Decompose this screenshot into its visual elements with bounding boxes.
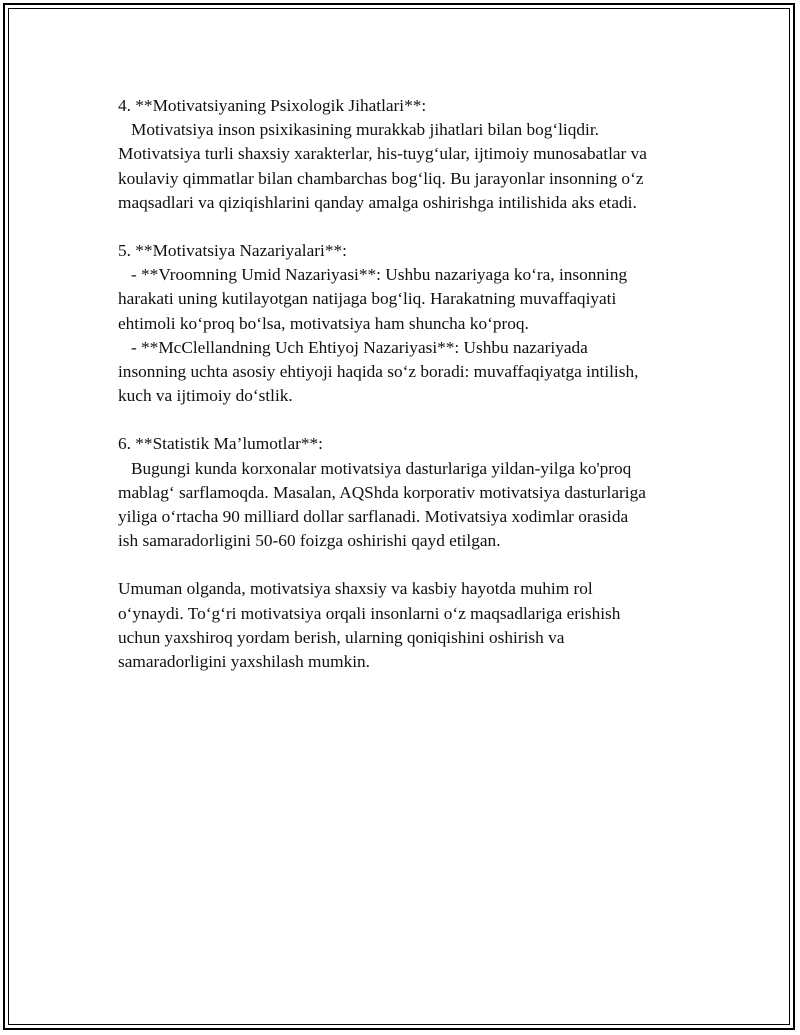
paragraph-line: Umuman olganda, motivatsiya shaxsiy va kasbiy hayotda muhim rol — [118, 579, 593, 599]
section-heading: 5. **Motivatsiya Nazariyalari**: — [118, 241, 347, 261]
paragraph-line: koulaviy qimmatlar bilan chambarchas bog‘liq. Bu jarayonlar insonning o‘z — [118, 168, 644, 188]
paragraph-line: insonning uchta asosiy ehtiyoji haqida so‘z boradi: muvaffaqiyatga intilish, — [118, 362, 639, 382]
paragraph-line: Motivatsiya turli shaxsiy xarakterlar, his-tuyg‘ular, ijtimoiy munosabatlar va — [118, 144, 647, 164]
paragraph-line: Motivatsiya inson psixikasining murakkab jihatlari bilan bog‘liqdir. — [118, 120, 599, 140]
section-heading: 6. **Statistik Ma’lumotlar**: — [118, 434, 323, 454]
section-statistics — [118, 432, 698, 553]
section-heading: 4. **Motivatsiyaning Psixologik Jihatlari**: — [118, 96, 427, 115]
paragraph-line: kuch va ijtimoiy do‘stlik. — [118, 386, 293, 406]
paragraph-line: Bugungi kunda korxonalar motivatsiya dasturlariga yildan-yilga ko'proq — [118, 458, 632, 478]
paragraph-line: maqsadlari va qiziqishlarini qanday amalga oshirishga intilishida aks etadi. — [118, 192, 637, 212]
section-conclusion — [118, 577, 698, 674]
document-body — [118, 94, 698, 698]
section-psychological-aspects — [118, 94, 698, 215]
list-item-line: - **Vroomning Umid Nazariyasi**: Ushbu nazariyaga ko‘ra, insonning — [118, 265, 628, 285]
section-theories — [118, 239, 698, 408]
paragraph-line: uchun yaxshiroq yordam berish, ularning qoniqishini oshirish va — [118, 627, 565, 647]
paragraph-line: yiliga o‘rtacha 90 milliard dollar sarflanadi. Motivatsiya xodimlar orasida — [118, 507, 629, 527]
paragraph-line: ehtimoli ko‘proq bo‘lsa, motivatsiya ham shuncha ko‘proq. — [118, 313, 529, 333]
paragraph-line: mablag‘ sarflamoqda. Masalan, AQShda korporativ motivatsiya dasturlariga — [118, 482, 646, 502]
paragraph-line: ish samaradorligini 50-60 foizga oshirishi qayd etilgan. — [118, 531, 501, 551]
paragraph-line: harakati uning kutilayotgan natijaga bog‘liq. Harakatning muvaffaqiyati — [118, 289, 617, 309]
list-item-line: - **McClellandning Uch Ehtiyoj Nazariyasi**: Ushbu nazariyada — [118, 337, 588, 357]
paragraph-line: o‘ynaydi. To‘g‘ri motivatsiya orqali insonlarni o‘z maqsadlariga erishish — [118, 603, 621, 623]
paragraph-line: samaradorligini yaxshilash mumkin. — [118, 652, 370, 672]
